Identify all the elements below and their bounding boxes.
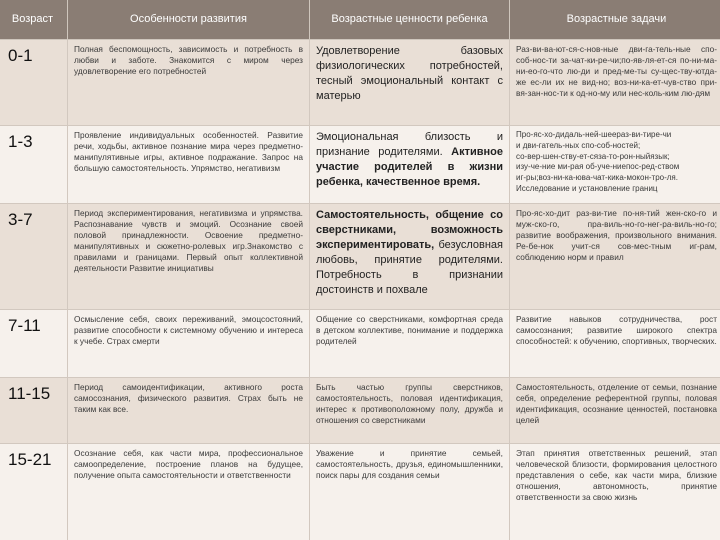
values-cell xyxy=(310,204,510,310)
values-bold-text: Активное участие родителей в жизни ребенка, качественное время. xyxy=(316,146,503,188)
tasks-line: изу-че-ние ми-рая об-уче-ниепос-ред-ством xyxy=(516,162,680,172)
features-cell: Период экспериментирования, негативизма и упрямства. Распознавание чувств и эмоций. Осознание своей половой принадлежности. Освоение предметно-манипулятивных и сюжетно-ролевых игр.Знакомство с правилами и границами. Первый опыт коллективной деятельности Развитие инициативы xyxy=(68,204,310,310)
age-cell: 3-7 xyxy=(0,204,68,310)
table-row xyxy=(0,126,720,204)
table-header-row xyxy=(0,0,720,40)
values-cell xyxy=(310,126,510,204)
features-cell: Период самоидентификации, активного роста самосознания, физического развития. Страх быть не таким как все. xyxy=(68,378,310,444)
tasks-cell xyxy=(510,126,720,204)
tasks-cell: Раз-ви-ва-ют-ся-с-нов-ные дви-га-тель-ные спо-соб-нос-ти за-чат-ки-ре-чи;по-яв-ля-ет-ся по-ни-ма-ни-ео-го-что лю-ди и пред-ме-ты су-щес-тву-ютда-же ес-ли их не вид-но; воз-ни-ка-ет-чув-ство при-вя-зан-нос-ти к од-но-му или нес-коль-ким лю-дям xyxy=(510,40,720,126)
values-cell: Уважение и принятие семьей, самостоятельность, друзья, единомышленники, поиск пары для создания семьи xyxy=(310,444,510,540)
tasks-cell: Этап принятия ответственных решений, этап человеческой близости, формирования целостного представления о себе, как части мира, близкие отношения, автономность, принятие ответственности за свою жизнь xyxy=(510,444,720,540)
header-tasks: Возрастные задачи xyxy=(510,0,720,40)
header-age: Возраст xyxy=(0,0,68,40)
features-cell: Полная беспомощность, зависимость и потребность в любви и заботе. Знакомится с миром через удовлетворение его потребностей xyxy=(68,40,310,126)
header-values: Возрастные ценности ребенка xyxy=(310,0,510,40)
tasks-cell: Самостоятельность, отделение от семьи, познание себя, определение референтной группы, половая идентификация, осознание ценностей, постановка целей xyxy=(510,378,720,444)
age-cell: 11-15 xyxy=(0,378,68,444)
tasks-line: иг-ры;воз-ни-ка-юва-чат-кика-мокон-тро-ля. xyxy=(516,173,678,183)
table-row xyxy=(0,378,720,444)
values-text: безусловная любовь, принятие родителями. Потребность в признании достоинств и похвале xyxy=(316,239,503,296)
values-cell: Общение со сверстниками, комфортная среда в детском коллективе, понимание и поддержка родителей xyxy=(310,310,510,378)
age-cell: 0-1 xyxy=(0,40,68,126)
values-cell xyxy=(310,40,510,126)
age-cell: 1-3 xyxy=(0,126,68,204)
age-cell: 7-11 xyxy=(0,310,68,378)
table-row xyxy=(0,204,720,310)
tasks-line: Исследование и установление границ xyxy=(516,183,658,193)
tasks-line: со-вер-шен-ству-ет-сяза-то-рон-ныйязык; xyxy=(516,151,670,161)
values-text: Эмоциональная близость и признание родителями. xyxy=(316,131,503,158)
tasks-cell: Про-яс-хо-дит раз-ви-тие по-ня-тий жен-ско-го и муж-ско-го, пра-виль-но-го-нег-ра-виль-но-го; развитие воображения, произвольного внимания. Ре-бе-нок учит-ся сов-мес-тным иг-рам, соблюдению норм и правил xyxy=(510,204,720,310)
age-cell: 15-21 xyxy=(0,444,68,540)
features-cell: Осознание себя, как части мира, профессиональное самоопределение, построение планов на будущее, получение опыта самостоятельности и ответственности xyxy=(68,444,310,540)
values-bold-text: Самостоятельность, общение со сверстниками, возможность экспериментировать, xyxy=(316,209,503,251)
values-cell: Быть частью группы сверстников, самостоятельность, половая идентификация, интерес к противоположному полу, дружба и отношения со сверстниками xyxy=(310,378,510,444)
header-features: Особенности развития xyxy=(68,0,310,40)
table-row xyxy=(0,444,720,540)
features-cell: Осмысление себя, своих переживаний, эмоцсостояний, развитие способности к системному обучению и интереса к учебе. Страх смерти xyxy=(68,310,310,378)
table-row xyxy=(0,310,720,378)
table-row xyxy=(0,40,720,126)
tasks-line: и дви-гатель-ных спо-соб-ностей; xyxy=(516,140,641,150)
values-text: Удовлетворение базовых физиологических потребностей, тесный эмоциональный контакт с матерью xyxy=(316,45,503,102)
features-cell: Проявление индивидуальных особенностей. Развитие речи, ходьбы, активное познание мира через предметно-манипулятивные игры, активное подражание. Запрос на большую самостоятельность. Упрямство, негативизм xyxy=(68,126,310,204)
tasks-line: Про-яс-хо-дидаль-ней-шеераз-ви-тире-чи xyxy=(516,130,672,139)
tasks-cell: Развитие навыков сотрудничества, рост самосознания; развитие широкого спектра способностей: к обучению, спортивных, творческих. xyxy=(510,310,720,378)
